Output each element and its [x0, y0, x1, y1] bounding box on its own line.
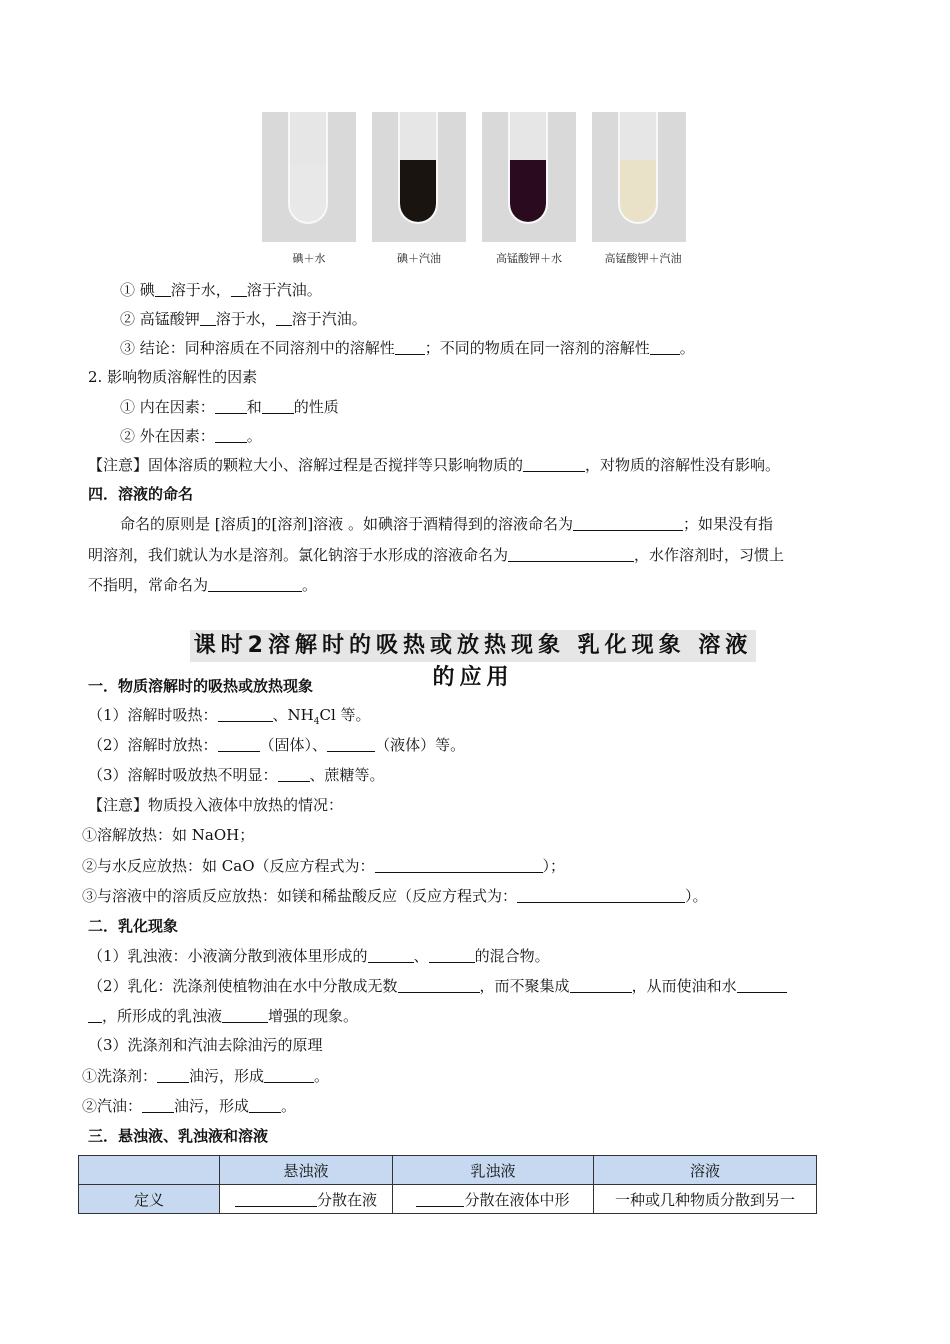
section-heading: 一．物质溶解时的吸热或放热现象 [88, 677, 314, 695]
text-line: ① 碘 溶于水， 溶于汽油。 [120, 281, 322, 299]
section-heading: 二．乳化现象 [88, 917, 179, 935]
text-line: （3）洗涤剂和汽油去除油污的原理 [88, 1036, 323, 1054]
fill-blank[interactable] [573, 515, 683, 531]
table-cell: 一种或几种物质分散到另一 [594, 1185, 817, 1214]
fill-blank[interactable] [231, 281, 247, 297]
text-line: 明溶剂，我们就认为水是溶剂。氯化钠溶于水形成的溶液命名为 ，水作溶剂时，习惯上 [88, 546, 785, 564]
liquid-permanganate-water [510, 160, 546, 222]
table-header-cell: 乳浊液 [393, 1156, 594, 1185]
fill-blank[interactable] [157, 1067, 189, 1083]
text-line: ② 外在因素： 。 [120, 427, 262, 445]
tube-photo-permanganate-water [482, 112, 576, 242]
fill-blank[interactable] [235, 1191, 317, 1207]
tube-photo-iodine-water [262, 112, 356, 242]
fill-blank[interactable] [327, 736, 375, 752]
fill-blank[interactable] [416, 1191, 464, 1207]
fill-blank[interactable] [262, 398, 294, 414]
fill-blank[interactable] [155, 281, 171, 297]
fill-blank[interactable] [523, 456, 585, 472]
text-line: 不指明，常命名为 。 [88, 576, 318, 594]
fill-blank[interactable] [429, 947, 475, 963]
fill-blank[interactable] [215, 427, 247, 443]
comparison-table [78, 1155, 817, 1214]
table-header-cell [79, 1156, 220, 1185]
fill-blank[interactable] [276, 310, 292, 326]
liquid-iodine-gasoline [400, 160, 436, 222]
text-line: 命名的原则是 [溶质]的[溶剂]溶液 。如碘溶于酒精得到的溶液命名为 ；如果没有指 [120, 515, 773, 533]
table-header-row [79, 1156, 817, 1185]
fill-blank[interactable] [650, 339, 680, 355]
text-line: ① 内在因素： 和 的性质 [120, 398, 339, 416]
text-line: ②汽油： 油污，形成 。 [82, 1097, 297, 1115]
fill-blank[interactable] [249, 1097, 281, 1113]
fill-blank[interactable] [218, 736, 260, 752]
text-line: ，所形成的乳浊液 增强的现象。 [88, 1006, 358, 1026]
liquid-iodine-water [290, 164, 326, 222]
fill-blank[interactable] [278, 766, 310, 782]
fill-blank[interactable] [200, 310, 216, 326]
fill-blank[interactable] [142, 1097, 174, 1113]
tube-photo-iodine-gasoline [372, 112, 466, 242]
text-line: ② 高锰酸钾 溶于水， 溶于汽油。 [120, 310, 367, 328]
tube-caption: 碘＋水 [292, 252, 326, 265]
text-line: ③与溶液中的溶质反应放热：如镁和稀盐酸反应（反应方程式为： ）。 [82, 887, 708, 905]
table-header-cell: 悬浊液 [220, 1156, 393, 1185]
liquid-permanganate-gasoline [620, 160, 656, 222]
note-line: 【注意】物质投入液体中放热的情况： [88, 796, 344, 814]
tube-caption: 高锰酸钾＋汽油 [604, 252, 682, 265]
fill-blank[interactable] [264, 1067, 314, 1083]
text-line: ①溶解放热：如 NaOH； [82, 826, 255, 844]
table-cell: 分散在液体中形 [393, 1185, 594, 1214]
table-row-label: 定义 [79, 1185, 220, 1214]
section-heading: 三．悬浊液、乳浊液和溶液 [88, 1127, 269, 1145]
tube-photo-permanganate-gasoline [592, 112, 686, 242]
tube-caption: 高锰酸钾＋水 [496, 252, 562, 265]
text-line: （1）溶解时吸热： 、$NH_4Cl$ 等。 [88, 706, 371, 727]
fill-blank[interactable] [508, 546, 634, 562]
note-line: 【注意】固体溶质的颗粒大小、溶解过程是否搅拌等只影响物质的 ，对物质的溶解性没有影响。 [88, 456, 781, 474]
fill-blank[interactable] [570, 977, 632, 993]
text-line: （2）溶解时放热： （固体）、 （液体）等。 [88, 736, 466, 754]
fill-blank[interactable] [737, 977, 787, 993]
text-line: ②与水反应放热：如 CaO（反应方程式为： ）； [82, 857, 566, 875]
fill-blank[interactable] [88, 1007, 102, 1023]
text-line: ③ 结论：同种溶质在不同溶剂中的溶解性 ；不同的物质在同一溶剂的溶解性 。 [120, 339, 695, 357]
tube-caption: 碘＋汽油 [397, 252, 441, 265]
fill-blank[interactable] [517, 887, 685, 903]
fill-blank[interactable] [398, 977, 480, 993]
table-header-cell: 溶液 [594, 1156, 817, 1185]
test-tube-figure [262, 112, 692, 272]
section-heading: 四．溶液的命名 [88, 485, 194, 503]
fill-blank[interactable] [368, 947, 414, 963]
text-line: （2）乳化：洗涤剂使植物油在水中分散成无数 ，而不聚集成 ，从而使油和水 [88, 976, 787, 996]
fill-blank[interactable] [208, 576, 302, 592]
table-cell: 分散在液 [220, 1185, 393, 1214]
subheading: 2. 影响物质溶解性的因素 [88, 368, 258, 386]
fill-blank[interactable] [395, 339, 425, 355]
text-line: （3）溶解时吸放热不明显： 、蔗糖等。 [88, 766, 385, 784]
fill-blank[interactable] [215, 398, 247, 414]
table-row [79, 1185, 817, 1214]
text-line: ①洗涤剂： 油污，形成 。 [82, 1067, 330, 1085]
fill-blank[interactable] [375, 857, 543, 873]
fill-blank[interactable] [222, 1007, 268, 1023]
fill-blank[interactable] [218, 706, 273, 722]
text-line: （1）乳浊液：小液滴分散到液体里形成的 、 的混合物。 [88, 947, 550, 965]
lesson-title: 课时2溶解时的吸热或放热现象 乳化现象 溶液的应用 [190, 630, 756, 662]
